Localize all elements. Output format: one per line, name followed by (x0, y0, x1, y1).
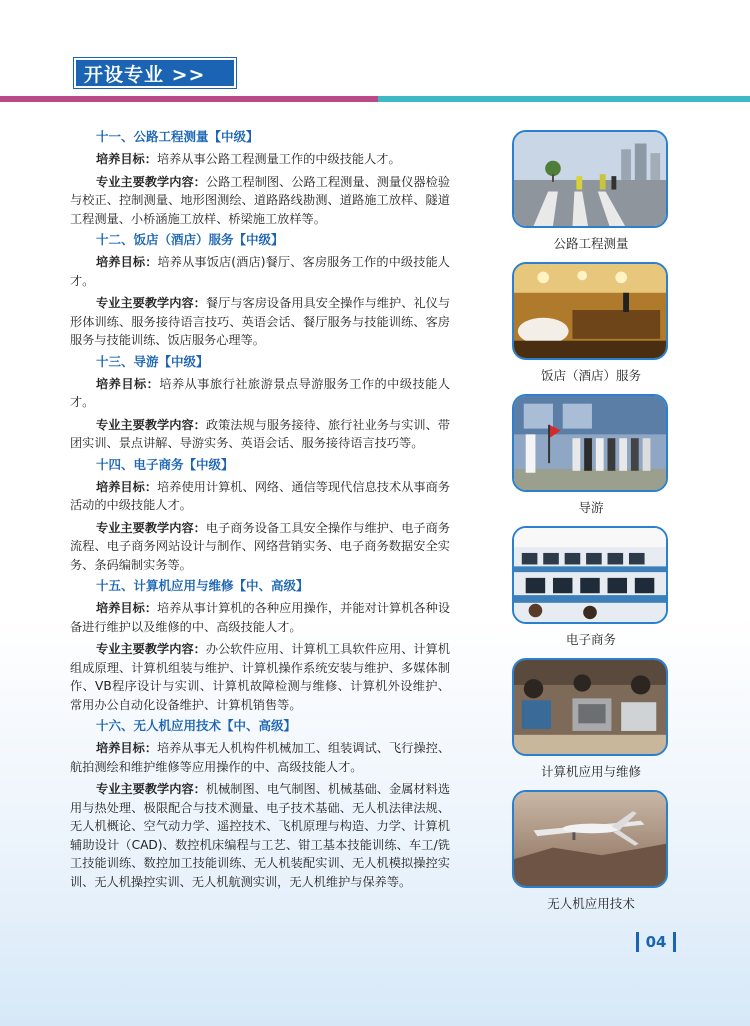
road-survey-photo (512, 130, 668, 228)
major-section (70, 353, 450, 453)
major-section (70, 577, 450, 714)
goal-label: 培养目标： (96, 601, 158, 615)
ecommerce-photo (512, 526, 668, 624)
photo-caption: 计算机应用与维修 (540, 764, 641, 779)
photo-card (512, 790, 670, 912)
goal-text: 培养从事公路工程测量工作的中级技能人才。 (156, 152, 401, 166)
majors-text-column (70, 128, 450, 894)
section-title: 十四、电子商务【中级】 (96, 456, 234, 472)
goal-label: 培养目标： (96, 152, 157, 166)
goal-paragraph (70, 253, 450, 290)
section-title: 十一、公路工程测量【中级】 (96, 129, 259, 144)
photo-card (512, 394, 670, 516)
section-title: 十三、导游【中级】 (96, 353, 209, 369)
goal-text: 培养从事计算机的各种应用操作，并能对计算机各种设备进行维护以及维修的中、高级技能人才。 (70, 601, 451, 634)
goal-label: 培养目标： (96, 741, 158, 755)
drone-photo (512, 790, 668, 888)
content-label: 专业主要教学内容： (96, 782, 206, 796)
goal-text: 培养从事无人机构件机械加工、组装调试、飞行操控、航拍测绘和维护维修等应用操作的中、高级技能人才。 (70, 741, 451, 774)
content-text: 机械制图、电气制图、机械基础、金属材料选用与热处理、极限配合与技术测量、电子技术基础、无人机法律法规、无人机概论、空气动力学、遥控技术、飞机原理与构造、力学、计算机辅助设计（CAD)、数控机床编程与工艺、钳工基本技能训练、车工/铣工技能训练、数控加工技能训练、无人机装配实训、无人机模拟操控实训、无人机操控实训、无人机航测实训，无人机维护与保养等。 (70, 782, 451, 889)
content-paragraph (70, 416, 450, 453)
goal-paragraph (70, 739, 450, 776)
section-title: 十五、计算机应用与维修【中、高级】 (96, 578, 309, 593)
section-title: 十六、无人机应用技术【中、高级】 (96, 718, 297, 733)
photo-caption: 导游 (578, 500, 604, 515)
goal-label: 培养目标： (96, 255, 158, 269)
page-number: 04 (636, 932, 676, 952)
photo-card (512, 526, 670, 648)
major-section (70, 231, 450, 350)
photo-card (512, 658, 670, 780)
major-section (70, 456, 450, 575)
photo-caption: 公路工程测量 (553, 236, 629, 251)
goal-paragraph (70, 150, 450, 169)
header-stripe-magenta (0, 96, 378, 102)
content-paragraph (70, 173, 450, 229)
hotel-service-photo (512, 262, 668, 360)
photo-caption: 电子商务 (565, 632, 616, 647)
computer-repair-photo (512, 658, 668, 756)
major-section (70, 717, 450, 891)
content-label: 专业主要教学内容： (96, 174, 206, 189)
tour-guide-photo (512, 394, 668, 492)
goal-label: 培养目标： (96, 479, 158, 494)
goal-text: 培养从事饭店(酒店)餐厅、客房服务工作的中级技能人才。 (70, 255, 450, 288)
photo-caption: 无人机应用技术 (547, 896, 635, 911)
major-section (70, 128, 450, 228)
section-title: 十二、饭店（酒店）服务【中级】 (96, 232, 284, 247)
photo-column (512, 130, 670, 922)
content-paragraph (70, 294, 450, 350)
content-label: 专业主要教学内容： (96, 642, 206, 656)
goal-paragraph (70, 478, 450, 515)
content-label: 专业主要教学内容： (96, 296, 206, 310)
content-paragraph (70, 519, 450, 575)
content-text: 电子商务设备工具安全操作与维护、电子商务流程、电子商务网站设计与制作、网络营销实务、电子商务数据安全实务、条码编制实务等。 (70, 520, 451, 572)
content-label: 专业主要教学内容： (96, 520, 206, 535)
photo-card (512, 262, 670, 384)
content-text: 政策法规与服务接待、旅行社业务与实训、带团实训、景点讲解、导游实务、英语会话、服务接待语言技巧等。 (70, 417, 451, 450)
photo-caption: 饭店（酒店）服务 (540, 368, 641, 383)
photo-card (512, 130, 670, 252)
goal-text: 培养使用计算机、网络、通信等现代信息技术从事商务活动的中级技能人才。 (70, 479, 451, 512)
goal-paragraph (70, 375, 450, 412)
content-paragraph (70, 640, 450, 714)
section-banner: 开设专业 >> (74, 58, 236, 88)
goal-text: 培养从事旅行社旅游景点导游服务工作的中级技能人才。 (70, 376, 451, 409)
content-text: 餐厅与客房设备用具安全操作与维护、礼仪与形体训练、服务接待语言技巧、英语会话、餐厅服务与技能训练、客房服务与技能训练、饭店服务心理等。 (70, 296, 451, 347)
content-paragraph (70, 780, 450, 891)
content-text: 公路工程制图、公路工程测量、测量仪器检验与校正、控制测量、地形图测绘、道路路线勘测、道路施工放样、隧道工程测量、小桥涵施工放样、桥梁施工放样等。 (70, 174, 451, 226)
goal-label: 培养目标： (96, 376, 160, 391)
goal-paragraph (70, 599, 450, 636)
content-label: 专业主要教学内容： (96, 417, 206, 432)
header-stripe-cyan (378, 96, 750, 102)
content-text: 办公软件应用、计算机工具软件应用、计算机组成原理、计算机组装与维护、计算机操作系统安装与维护、多媒体制作、VB程序设计与实训、计算机故障检测与维修、计算机外设维护、常用办公自动化设备维护、计算机销售等。 (70, 642, 451, 712)
